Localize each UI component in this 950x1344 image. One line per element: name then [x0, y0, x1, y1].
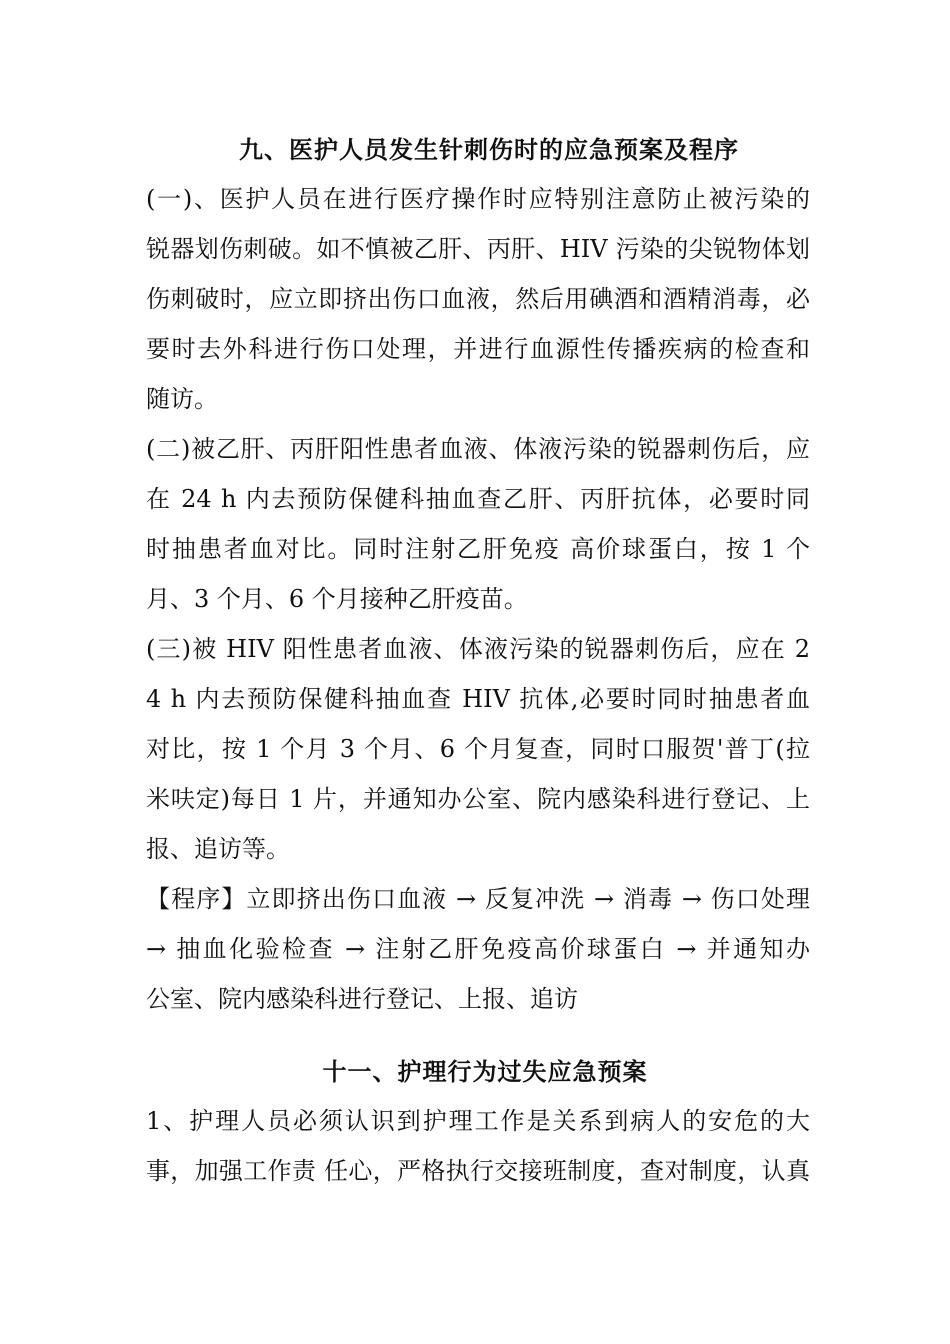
text-line: 报、追访等。	[146, 835, 290, 863]
text-line: (三)被 HIV 阳性患者血液、体液污染的锐器刺伤后，应在 2	[146, 635, 810, 663]
text-line: 要时去外科进行伤口处理，并进行血源性传播疾病的检查和	[146, 335, 810, 363]
text-line: 随访。	[146, 385, 218, 413]
text-line: 锐器划伤刺破。如不慎被乙肝、丙肝、HIV 污染的尖锐物体划	[146, 235, 810, 263]
text-line: 事，加强工作责 任心，严格执行交接班制度，查对制度，认真	[146, 1157, 810, 1185]
text-line: 【程序】立即挤出伤口血液 → 反复冲洗 → 消毒 → 伤口处理	[146, 885, 810, 913]
text-line: 公室、院内感染科进行登记、上报、追访	[146, 985, 578, 1013]
text-line: 在 24 h 内去预防保健科抽血查乙肝、丙肝抗体，必要时同	[146, 485, 810, 513]
text-line: 1、护理人员必须认识到护理工作是关系到病人的安危的大	[146, 1107, 810, 1135]
text-line: 4 h 内去预防保健科抽血查 HIV 抗体,必要时同时抽患者血	[146, 685, 810, 713]
text-line: 月、3 个月、6 个月接种乙肝疫苗。	[146, 585, 528, 613]
text-line: 对比，按 1 个月 3 个月、6 个月复查，同时口服贺'普丁(拉	[146, 735, 810, 763]
text-line: 伤刺破时，应立即挤出伤口血液，然后用碘酒和酒精消毒，必	[146, 285, 810, 313]
text-line: (二)被乙肝、丙肝阳性患者血液、体液污染的锐器刺伤后，应	[146, 435, 810, 463]
text-line: → 抽血化验检查 → 注射乙肝免疫高价球蛋白 → 并通知办	[146, 935, 810, 963]
section-11-title: 十一、护理行为过失应急预案	[322, 1057, 648, 1086]
text-line: 米呋定)每日 1 片，并通知办公室、院内感染科进行登记、上	[146, 785, 810, 813]
text-line: 时抽患者血对比。同时注射乙肝免疫 高价球蛋白，按 1 个	[146, 535, 810, 563]
text-line: (一)、医护人员在进行医疗操作时应特别注意防止被污染的	[146, 185, 810, 213]
section-9-title: 九、医护人员发生针刺伤时的应急预案及程序	[239, 135, 739, 164]
